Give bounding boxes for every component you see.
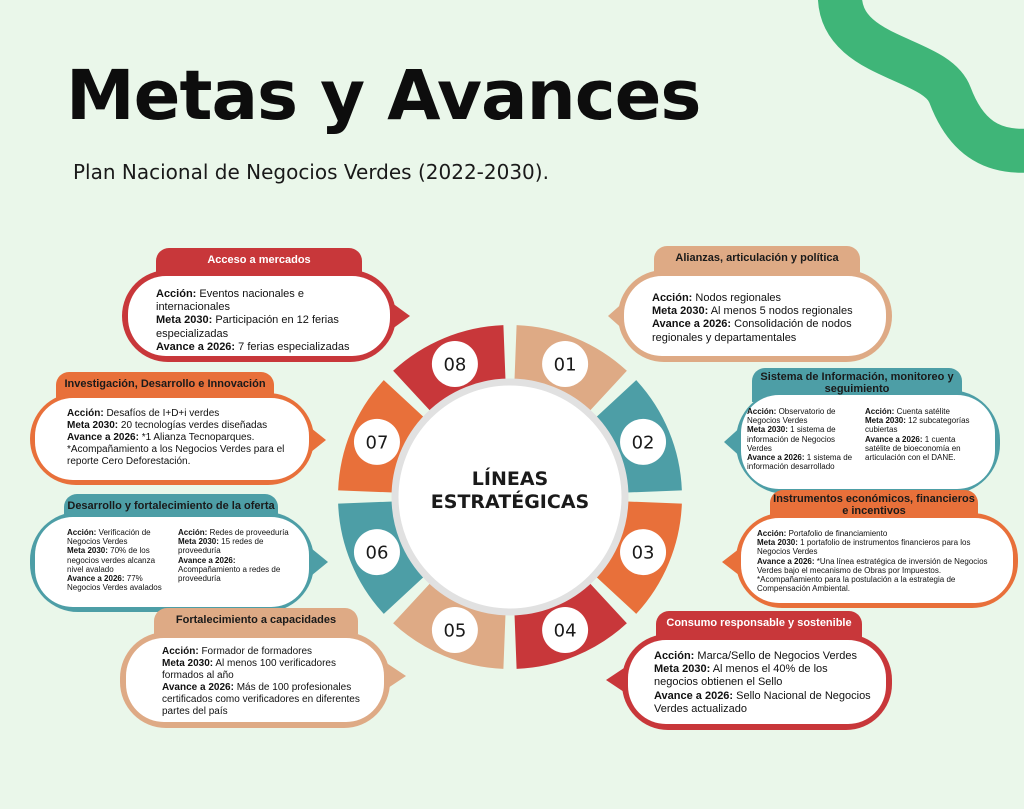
label-accion: Acción:: [652, 292, 693, 304]
label-accion: Acción:: [747, 407, 777, 416]
line-04-accion: Marca/Sello de Negocios Verdes: [697, 650, 857, 662]
number-label-06: 06: [365, 542, 389, 564]
number-label-03: 03: [631, 542, 655, 564]
label-meta: Meta 2030:: [865, 416, 906, 426]
label-avance: Avance a 2026:: [67, 432, 139, 443]
line-08-accion: Eventos nacionales e internacionales: [156, 288, 304, 314]
number-label-05: 05: [443, 620, 467, 642]
number-label-04: 04: [553, 620, 577, 642]
line-08-avance: 7 ferias especializadas: [238, 340, 350, 353]
number-label-01: 01: [553, 354, 577, 376]
label-meta: Meta 2030:: [654, 663, 711, 676]
number-label-02: 02: [631, 432, 655, 454]
label-avance: Avance a 2026:: [865, 434, 923, 444]
line-05-meta: Al menos 100 verificadores formados al año: [162, 658, 336, 681]
page-title: Metas y Avances: [66, 56, 701, 136]
label-meta: Meta 2030:: [652, 305, 709, 318]
line-06-col1-accion: Verificación de Negocios Verdes: [67, 528, 151, 547]
decorative-swoosh: [840, 0, 1024, 151]
label-accion: Acción:: [67, 528, 97, 537]
label-avance: Avance a 2026:: [156, 340, 236, 353]
label-avance: Avance a 2026:: [757, 556, 815, 566]
card-line-03: [741, 518, 1013, 603]
line-01-avance: Consolidación de nodos regionales y departamentales: [652, 318, 852, 344]
line-06-col2-accion: Redes de proveeduría: [209, 528, 289, 537]
label-meta: Meta 2030:: [757, 538, 798, 548]
line-03-note: *Acompañamiento para la postulación a la estrategia de Compensación Ambiental.: [757, 574, 956, 594]
label-accion: Acción:: [156, 288, 197, 300]
line-07-avance: *1 Alianza Tecnoparques.: [141, 432, 255, 443]
line-03-meta: 1 portafolio de instrumentos financieros para los Negocios Verdes: [757, 538, 971, 557]
tab-line-07: [56, 372, 274, 398]
tab-line-01: [654, 246, 860, 272]
label-meta: Meta 2030:: [747, 425, 788, 435]
line-08-meta: Participación en 12 ferias especializadas: [156, 314, 339, 340]
line-02-col1-avance: 1 sistema de información desarrollado: [747, 452, 853, 472]
line-01-meta: Al menos 5 nodos regionales: [710, 305, 853, 318]
label-meta: Meta 2030:: [67, 420, 119, 431]
line-06-col1-meta: 70% de los negocios verdes alcanza nivel avalado: [67, 546, 156, 574]
number-label-07: 07: [365, 432, 389, 454]
label-avance: Avance a 2026:: [67, 573, 125, 583]
label-accion: Acción:: [67, 408, 104, 419]
line-03-title: Instrumentos económicos, financieros e incentivos: [773, 493, 975, 517]
card-line-08: [128, 276, 390, 356]
line-05-avance: Más de 100 profesionales certificados como verificadores en diferentes partes del país: [162, 682, 360, 717]
card-line-01: [624, 276, 886, 356]
line-01-title: Alianzas, articulación y política: [675, 252, 839, 264]
tab-line-04: [656, 611, 862, 637]
line-03-accion: Portafolio de financiamiento: [788, 529, 888, 538]
card-line-07: [35, 398, 309, 480]
line-02-col2-avance: 1 cuenta satélite de bioeconomía en articulación con el DANE.: [865, 434, 961, 462]
card-line-06: [35, 517, 309, 607]
page-subtitle: Plan Nacional de Negocios Verdes (2022-2030).: [73, 160, 549, 184]
label-avance: Avance a 2026:: [747, 452, 805, 462]
line-02-col2-accion: Cuenta satélite: [896, 407, 950, 416]
label-meta: Meta 2030:: [178, 537, 219, 547]
label-meta: Meta 2030:: [162, 658, 214, 669]
label-avance: Avance a 2026:: [654, 689, 734, 702]
line-05-title: Fortalecimiento a capacidades: [175, 614, 337, 626]
line-02-col1-meta: 1 sistema de información de Negocios Verdes: [747, 425, 836, 453]
line-02-col2-meta: 12 subcategorías cubiertas: [865, 416, 970, 435]
label-accion: Acción:: [865, 407, 895, 416]
line-07-meta: 20 tecnologías verdes diseñadas: [120, 420, 268, 431]
line-06-col1-avance: 77% Negocios Verdes avalados: [67, 573, 162, 593]
label-accion: Acción:: [654, 650, 695, 662]
line-04-title: Consumo responsable y sostenible: [666, 617, 852, 629]
line-04-avance: Sello Nacional de Negocios Verdes actualizado: [654, 689, 871, 715]
line-07-note: *Acompañamiento a los Negocios Verdes para el reporte Cero Deforestación.: [67, 444, 285, 467]
label-accion: Acción:: [162, 646, 199, 657]
label-meta: Meta 2030:: [67, 546, 108, 556]
label-avance: Avance a 2026:: [178, 555, 236, 565]
line-06-title: Desarrollo y fortalecimiento de la oferta: [67, 500, 275, 512]
center-line-2: ESTRATÉGICAS: [430, 491, 590, 513]
line-01-accion: Nodos regionales: [695, 292, 782, 304]
line-07-title: Investigación, Desarrollo e Innovación: [64, 378, 266, 390]
label-avance: Avance a 2026:: [162, 682, 234, 693]
label-meta: Meta 2030:: [156, 314, 213, 327]
label-accion: Acción:: [757, 529, 787, 538]
line-07-accion: Desafíos de I+D+i verdes: [106, 408, 220, 419]
tab-line-08: [156, 248, 362, 274]
line-03-avance: *Una línea estratégica de inversión de Negocios Verdes bajo el mecanismo de Obras por Impuestos.: [757, 556, 988, 575]
line-04-meta: Al menos el 40% de los negocios obtienen el Sello: [654, 663, 828, 689]
number-label-08: 08: [443, 354, 467, 376]
card-line-05: [126, 638, 384, 722]
line-05-accion: Formador de formadores: [201, 646, 313, 657]
line-06-col2-avance: Acompañamiento a redes de proveeduría: [178, 564, 281, 583]
center-line-1: LÍNEAS: [471, 468, 549, 490]
card-line-02: [741, 395, 995, 489]
tab-line-05: [154, 608, 358, 634]
line-08-title: Acceso a mercados: [207, 254, 311, 266]
card-line-04: [628, 640, 886, 724]
line-02-title: Sistema de Información, monitoreo y seguimiento: [760, 371, 954, 395]
line-02-col1-accion: Observatorio de Negocios Verdes: [747, 407, 836, 426]
label-avance: Avance a 2026:: [652, 318, 732, 331]
label-accion: Acción:: [178, 528, 208, 537]
line-06-col2-meta: 15 redes de proveeduría: [178, 537, 264, 556]
